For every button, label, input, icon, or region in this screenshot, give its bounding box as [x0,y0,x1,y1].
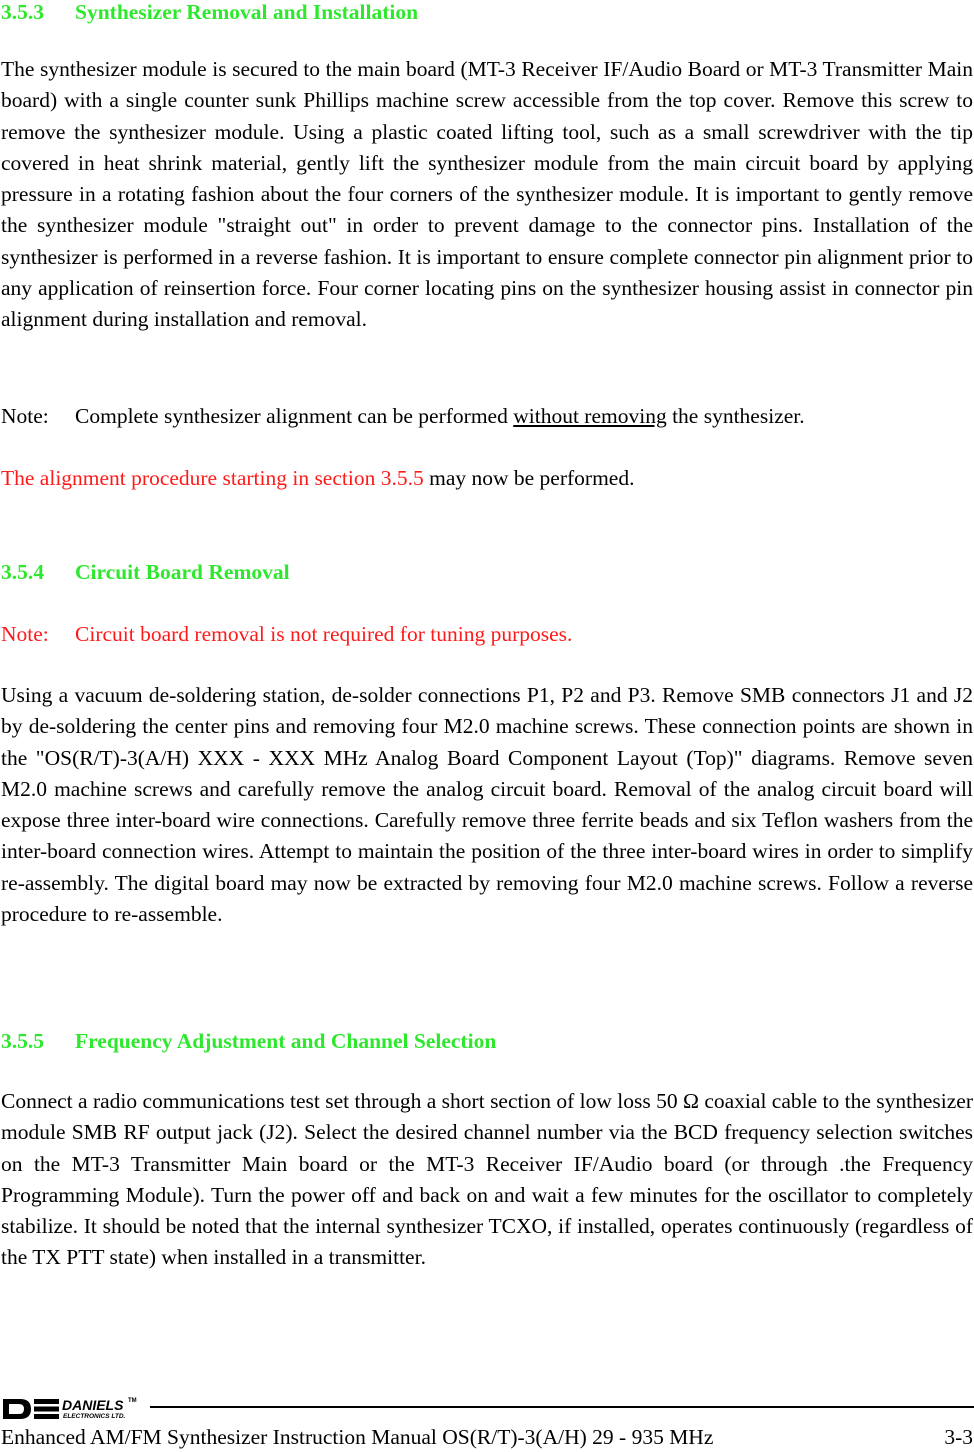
section-number: 3.5.4 [1,560,44,584]
logo-subtitle: ELECTRONICS LTD. [63,1413,126,1419]
section-title: Circuit Board Removal [75,560,290,584]
note-label: Note: [1,622,49,646]
note-text: Circuit board removal is not required for tuning purposes. [75,622,573,646]
daniels-logo-icon [2,1393,152,1419]
section-title: Synthesizer Removal and Installation [75,0,419,24]
alignment-procedure-black: may now be performed. [423,466,635,490]
paragraph-circuit-board-removal: Using a vacuum de-soldering station, de-solder connections P1, P2 and P3. Remove SMB connectors J1 and J2 by de-soldering the center pins and removing four M2.0 machine screws. These connection points are shown in the "OS(R/T)-3(A/H) XXX - XXX MHz Analog Board Component Layout (Top)" diagrams. Remove seven M2.0 machine screws and carefully remove the analog circuit board. Removal of the analog circuit board will expose three inter-board wire connections. Carefully remove three ferrite beads and six Teflon washers from the inter-board connection wires. Attempt to maintain the position of the three inter-board wires in order to simplify re-assembly. The digital board may now be extracted by removing four M2.0 machine screws. Follow a reverse procedure to re-assemble. [1,683,973,927]
note-text-post: the synthesizer. [666,404,805,428]
section-number: 3.5.5 [1,1029,44,1053]
footer-manual-title: Enhanced AM/FM Synthesizer Instruction Manual OS(R/T)-3(A/H) 29 - 935 MHz [1,1425,714,1449]
logo-trademark: TM [128,1398,137,1404]
note-text-pre: Complete synthesizer alignment can be performed [75,404,514,428]
section-heading-3-5-3 [1,0,418,24]
note-alignment [1,404,805,428]
logo-name: DANIELS [62,1397,124,1413]
alignment-procedure-red: The alignment procedure starting in section 3.5.5 [1,466,424,490]
alignment-procedure-line [1,466,634,490]
section-title: Frequency Adjustment and Channel Selection [75,1029,497,1053]
section-heading-3-5-5 [1,1029,496,1053]
section-number: 3.5.3 [1,0,44,24]
note-underlined-text: without removing [513,404,667,428]
paragraph-frequency-adjustment: Connect a radio communications test set through a short section of low loss 50 Ω coaxial cable to the synthesizer module SMB RF output jack (J2). Select the desired channel number via the BCD frequency selection switches on the MT-3 Transmitter Main board or the MT-3 Receiver IF/Audio board (or through .the Frequency Programming Module). Turn the power off and back on and wait a few minutes for the oscillator to completely stabilize. It should be noted that the internal synthesizer TCXO, if installed, operates continuously (regardless of the TX PTT state) when installed in a transmitter. [1,1089,973,1270]
paragraph-synthesizer-removal: The synthesizer module is secured to the main board (MT-3 Receiver IF/Audio Board or MT-3 Transmitter Main board) with a single counter sunk Phillips machine screw accessible from the top cover. Remove this screw to remove the synthesizer module. Using a plastic coated lifting tool, such as a small screwdriver with the tip covered in heat shrink material, gently lift the synthesizer module from the main circuit board by applying pressure in a rotating fashion about the four corners of the synthesizer module. It is important to gently remove the synthesizer module "straight out" in order to prevent damage to the connector pins. Installation of the synthesizer is performed in a reverse fashion. It is important to ensure complete connector pin alignment prior to any application of reinsertion force. Four corner locating pins on the synthesizer housing assist in connector pin alignment during installation and removal. [1,57,973,332]
note-label: Note: [1,404,49,428]
footer-rule [150,1406,974,1408]
section-heading-3-5-4 [1,560,290,584]
note-circuit-board [1,622,572,646]
footer-page-number: 3-3 [944,1425,973,1449]
